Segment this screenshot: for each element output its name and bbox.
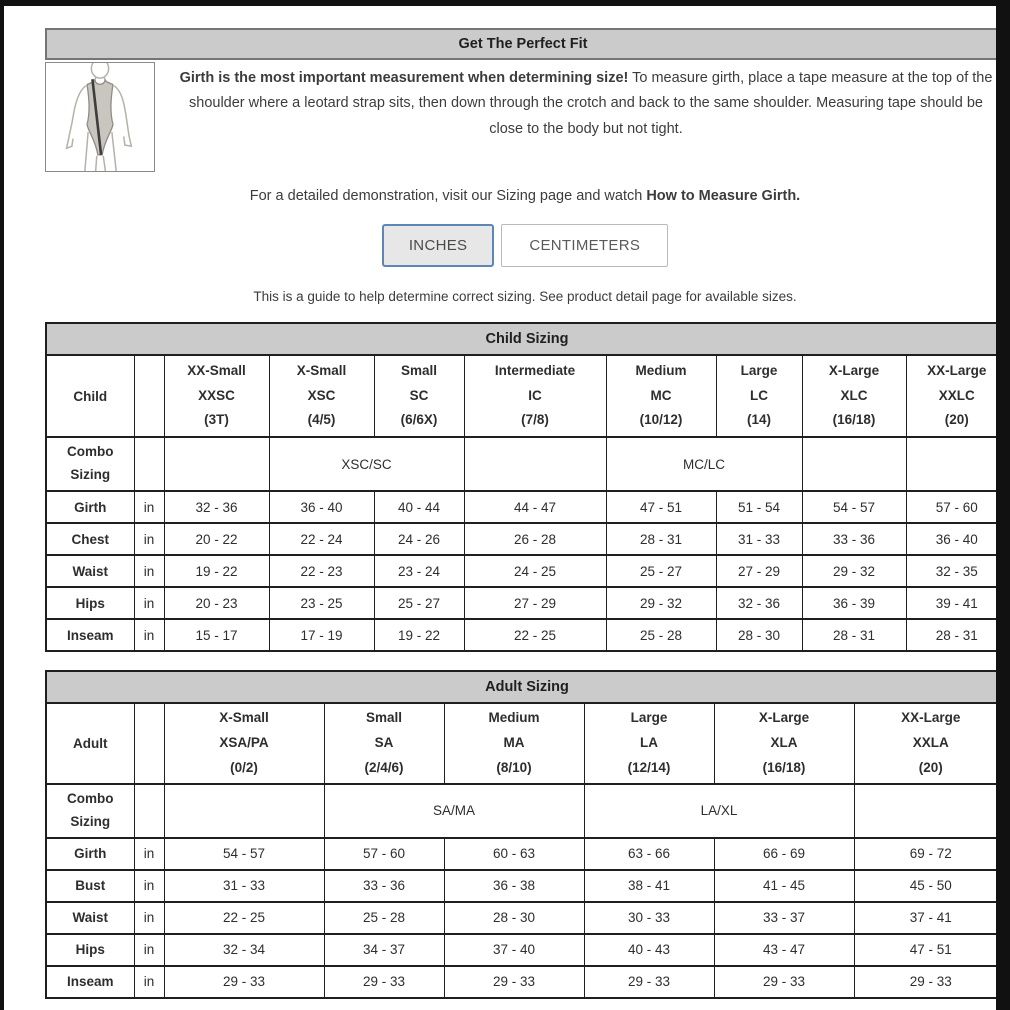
column-header: Intermediate IC (7/8) (464, 355, 606, 437)
size-value-cell: 47 - 51 (854, 934, 996, 966)
column-header: X-Small XSC (4/5) (269, 355, 374, 437)
size-value-cell: 27 - 29 (716, 555, 802, 587)
row-label: Hips (46, 934, 134, 966)
demo-text (45, 188, 996, 204)
size-value-cell: 66 - 69 (714, 838, 854, 870)
column-header: Large LC (14) (716, 355, 802, 437)
intro-bold-text: Girth is the most important measurement when determining size! (179, 70, 629, 86)
size-value-cell: 25 - 27 (374, 587, 464, 619)
column-header: XX-Small XXSC (3T) (164, 355, 269, 437)
column-header: XX-Large XXLC (20) (906, 355, 996, 437)
size-value-cell: 36 - 39 (802, 587, 906, 619)
content (4, 6, 996, 999)
column-header: Medium MA (8/10) (444, 703, 584, 784)
size-value-cell: 36 - 40 (906, 523, 996, 555)
unit-cell: in (134, 870, 164, 902)
page (4, 6, 996, 1010)
unit-cell (134, 437, 164, 491)
size-value-cell: 23 - 24 (374, 555, 464, 587)
size-value-cell: 38 - 41 (584, 870, 714, 902)
size-value-cell: 29 - 33 (584, 966, 714, 998)
demo-bold-text: How to Measure Girth. (646, 188, 801, 204)
size-value-cell: 22 - 23 (269, 555, 374, 587)
size-value-cell: 57 - 60 (324, 838, 444, 870)
adult-combo-row (46, 784, 996, 838)
size-value-cell: 24 - 25 (464, 555, 606, 587)
size-value-cell: 33 - 37 (714, 902, 854, 934)
page-title: Get The Perfect Fit (45, 28, 996, 60)
size-value-cell: 63 - 66 (584, 838, 714, 870)
size-value-cell: 69 - 72 (854, 838, 996, 870)
size-value-cell: 28 - 31 (906, 619, 996, 651)
size-value-cell: 33 - 36 (802, 523, 906, 555)
size-value-cell: 29 - 33 (714, 966, 854, 998)
size-value-cell: 25 - 27 (606, 555, 716, 587)
unit-cell (134, 784, 164, 838)
column-header: Small SC (6/6X) (374, 355, 464, 437)
size-value-cell: 31 - 33 (164, 870, 324, 902)
unit-cell: in (134, 966, 164, 998)
combo-cell (802, 437, 906, 491)
child-corner-header: Child (46, 355, 134, 437)
adult-sizing-table (45, 670, 996, 999)
size-value-cell: 43 - 47 (714, 934, 854, 966)
size-value-cell: 30 - 33 (584, 902, 714, 934)
row-label: Hips (46, 587, 134, 619)
column-header: Large LA (12/14) (584, 703, 714, 784)
table-row (46, 838, 996, 870)
combo-cell (164, 784, 324, 838)
centimeters-button[interactable]: CENTIMETERS (501, 224, 668, 267)
size-value-cell: 29 - 33 (444, 966, 584, 998)
size-value-cell: 22 - 24 (269, 523, 374, 555)
size-value-cell: 28 - 30 (444, 902, 584, 934)
size-value-cell: 31 - 33 (716, 523, 802, 555)
leotard-girth-icon (46, 63, 154, 171)
child-header-row (46, 355, 996, 437)
size-value-cell: 15 - 17 (164, 619, 269, 651)
inches-button[interactable]: INCHES (382, 224, 494, 267)
size-value-cell: 47 - 51 (606, 491, 716, 523)
size-value-cell: 32 - 35 (906, 555, 996, 587)
unit-cell: in (134, 523, 164, 555)
row-label: Girth (46, 491, 134, 523)
size-value-cell: 32 - 34 (164, 934, 324, 966)
row-label: Waist (46, 555, 134, 587)
size-value-cell: 20 - 23 (164, 587, 269, 619)
size-value-cell: 28 - 31 (802, 619, 906, 651)
demo-prefix-text: For a detailed demonstration, visit our Sizing page and watch (249, 188, 647, 204)
size-value-cell: 37 - 40 (444, 934, 584, 966)
row-label: Bust (46, 870, 134, 902)
table-row (46, 934, 996, 966)
column-header: X-Large XLC (16/18) (802, 355, 906, 437)
table-row (46, 555, 996, 587)
size-value-cell: 29 - 33 (324, 966, 444, 998)
combo-cell (854, 784, 996, 838)
unit-cell: in (134, 587, 164, 619)
combo-cell (464, 437, 606, 491)
size-value-cell: 22 - 25 (164, 902, 324, 934)
row-label: Waist (46, 902, 134, 934)
row-label: Inseam (46, 966, 134, 998)
size-value-cell: 20 - 22 (164, 523, 269, 555)
size-value-cell: 26 - 28 (464, 523, 606, 555)
combo-cell: XSC/SC (269, 437, 464, 491)
unit-column-header (134, 703, 164, 784)
row-label: Inseam (46, 619, 134, 651)
size-value-cell: 34 - 37 (324, 934, 444, 966)
unit-cell: in (134, 934, 164, 966)
unit-cell: in (134, 619, 164, 651)
size-value-cell: 44 - 47 (464, 491, 606, 523)
unit-cell: in (134, 555, 164, 587)
size-value-cell: 39 - 41 (906, 587, 996, 619)
size-value-cell: 60 - 63 (444, 838, 584, 870)
combo-cell: SA/MA (324, 784, 584, 838)
unit-column-header (134, 355, 164, 437)
unit-cell: in (134, 838, 164, 870)
column-header: Medium MC (10/12) (606, 355, 716, 437)
unit-toggle (45, 224, 996, 267)
column-header: Small SA (2/4/6) (324, 703, 444, 784)
intro-section (45, 62, 996, 172)
size-value-cell: 24 - 26 (374, 523, 464, 555)
table-row (46, 619, 996, 651)
size-value-cell: 41 - 45 (714, 870, 854, 902)
size-value-cell: 25 - 28 (324, 902, 444, 934)
size-value-cell: 33 - 36 (324, 870, 444, 902)
size-value-cell: 29 - 32 (606, 587, 716, 619)
adult-table-caption: Adult Sizing (46, 671, 996, 703)
size-value-cell: 32 - 36 (716, 587, 802, 619)
size-value-cell: 19 - 22 (374, 619, 464, 651)
adult-header-row (46, 703, 996, 784)
table-row (46, 523, 996, 555)
size-value-cell: 17 - 19 (269, 619, 374, 651)
size-value-cell: 29 - 33 (854, 966, 996, 998)
unit-cell: in (134, 491, 164, 523)
combo-cell (906, 437, 996, 491)
intro-text (167, 66, 996, 172)
size-value-cell: 32 - 36 (164, 491, 269, 523)
row-label: Chest (46, 523, 134, 555)
table-row (46, 966, 996, 998)
size-value-cell: 23 - 25 (269, 587, 374, 619)
sizing-note: This is a guide to help determine correct sizing. See product detail page for available sizes. (253, 289, 797, 304)
size-value-cell: 29 - 33 (164, 966, 324, 998)
size-value-cell: 36 - 40 (269, 491, 374, 523)
size-value-cell: 45 - 50 (854, 870, 996, 902)
combo-cell: LA/XL (584, 784, 854, 838)
size-value-cell: 40 - 44 (374, 491, 464, 523)
unit-cell: in (134, 902, 164, 934)
intro-body-text: To measure girth, place a tape measure at the top of the shoulder where a leotard strap sits, then down through the crotch and back to the same shoulder. Measuring tape should be close to the body but not tight. (189, 70, 993, 137)
row-label: Combo Sizing (46, 784, 134, 838)
size-value-cell: 40 - 43 (584, 934, 714, 966)
column-header: XX-Large XXLA (20) (854, 703, 996, 784)
size-value-cell: 36 - 38 (444, 870, 584, 902)
combo-cell (164, 437, 269, 491)
row-label: Combo Sizing (46, 437, 134, 491)
size-value-cell: 25 - 28 (606, 619, 716, 651)
size-value-cell: 28 - 30 (716, 619, 802, 651)
child-table-caption: Child Sizing (46, 323, 996, 355)
column-header: X-Small XSA/PA (0/2) (164, 703, 324, 784)
size-value-cell: 27 - 29 (464, 587, 606, 619)
combo-cell: MC/LC (606, 437, 802, 491)
size-value-cell: 54 - 57 (164, 838, 324, 870)
size-value-cell: 19 - 22 (164, 555, 269, 587)
adult-corner-header: Adult (46, 703, 134, 784)
column-header: X-Large XLA (16/18) (714, 703, 854, 784)
table-row (46, 491, 996, 523)
size-value-cell: 37 - 41 (854, 902, 996, 934)
child-sizing-table (45, 322, 996, 652)
size-value-cell: 29 - 32 (802, 555, 906, 587)
size-value-cell: 54 - 57 (802, 491, 906, 523)
size-value-cell: 51 - 54 (716, 491, 802, 523)
size-value-cell: 22 - 25 (464, 619, 606, 651)
child-combo-row (46, 437, 996, 491)
girth-diagram (45, 62, 155, 172)
table-row (46, 587, 996, 619)
size-value-cell: 28 - 31 (606, 523, 716, 555)
row-label: Girth (46, 838, 134, 870)
size-value-cell: 57 - 60 (906, 491, 996, 523)
table-row (46, 902, 996, 934)
table-row (46, 870, 996, 902)
